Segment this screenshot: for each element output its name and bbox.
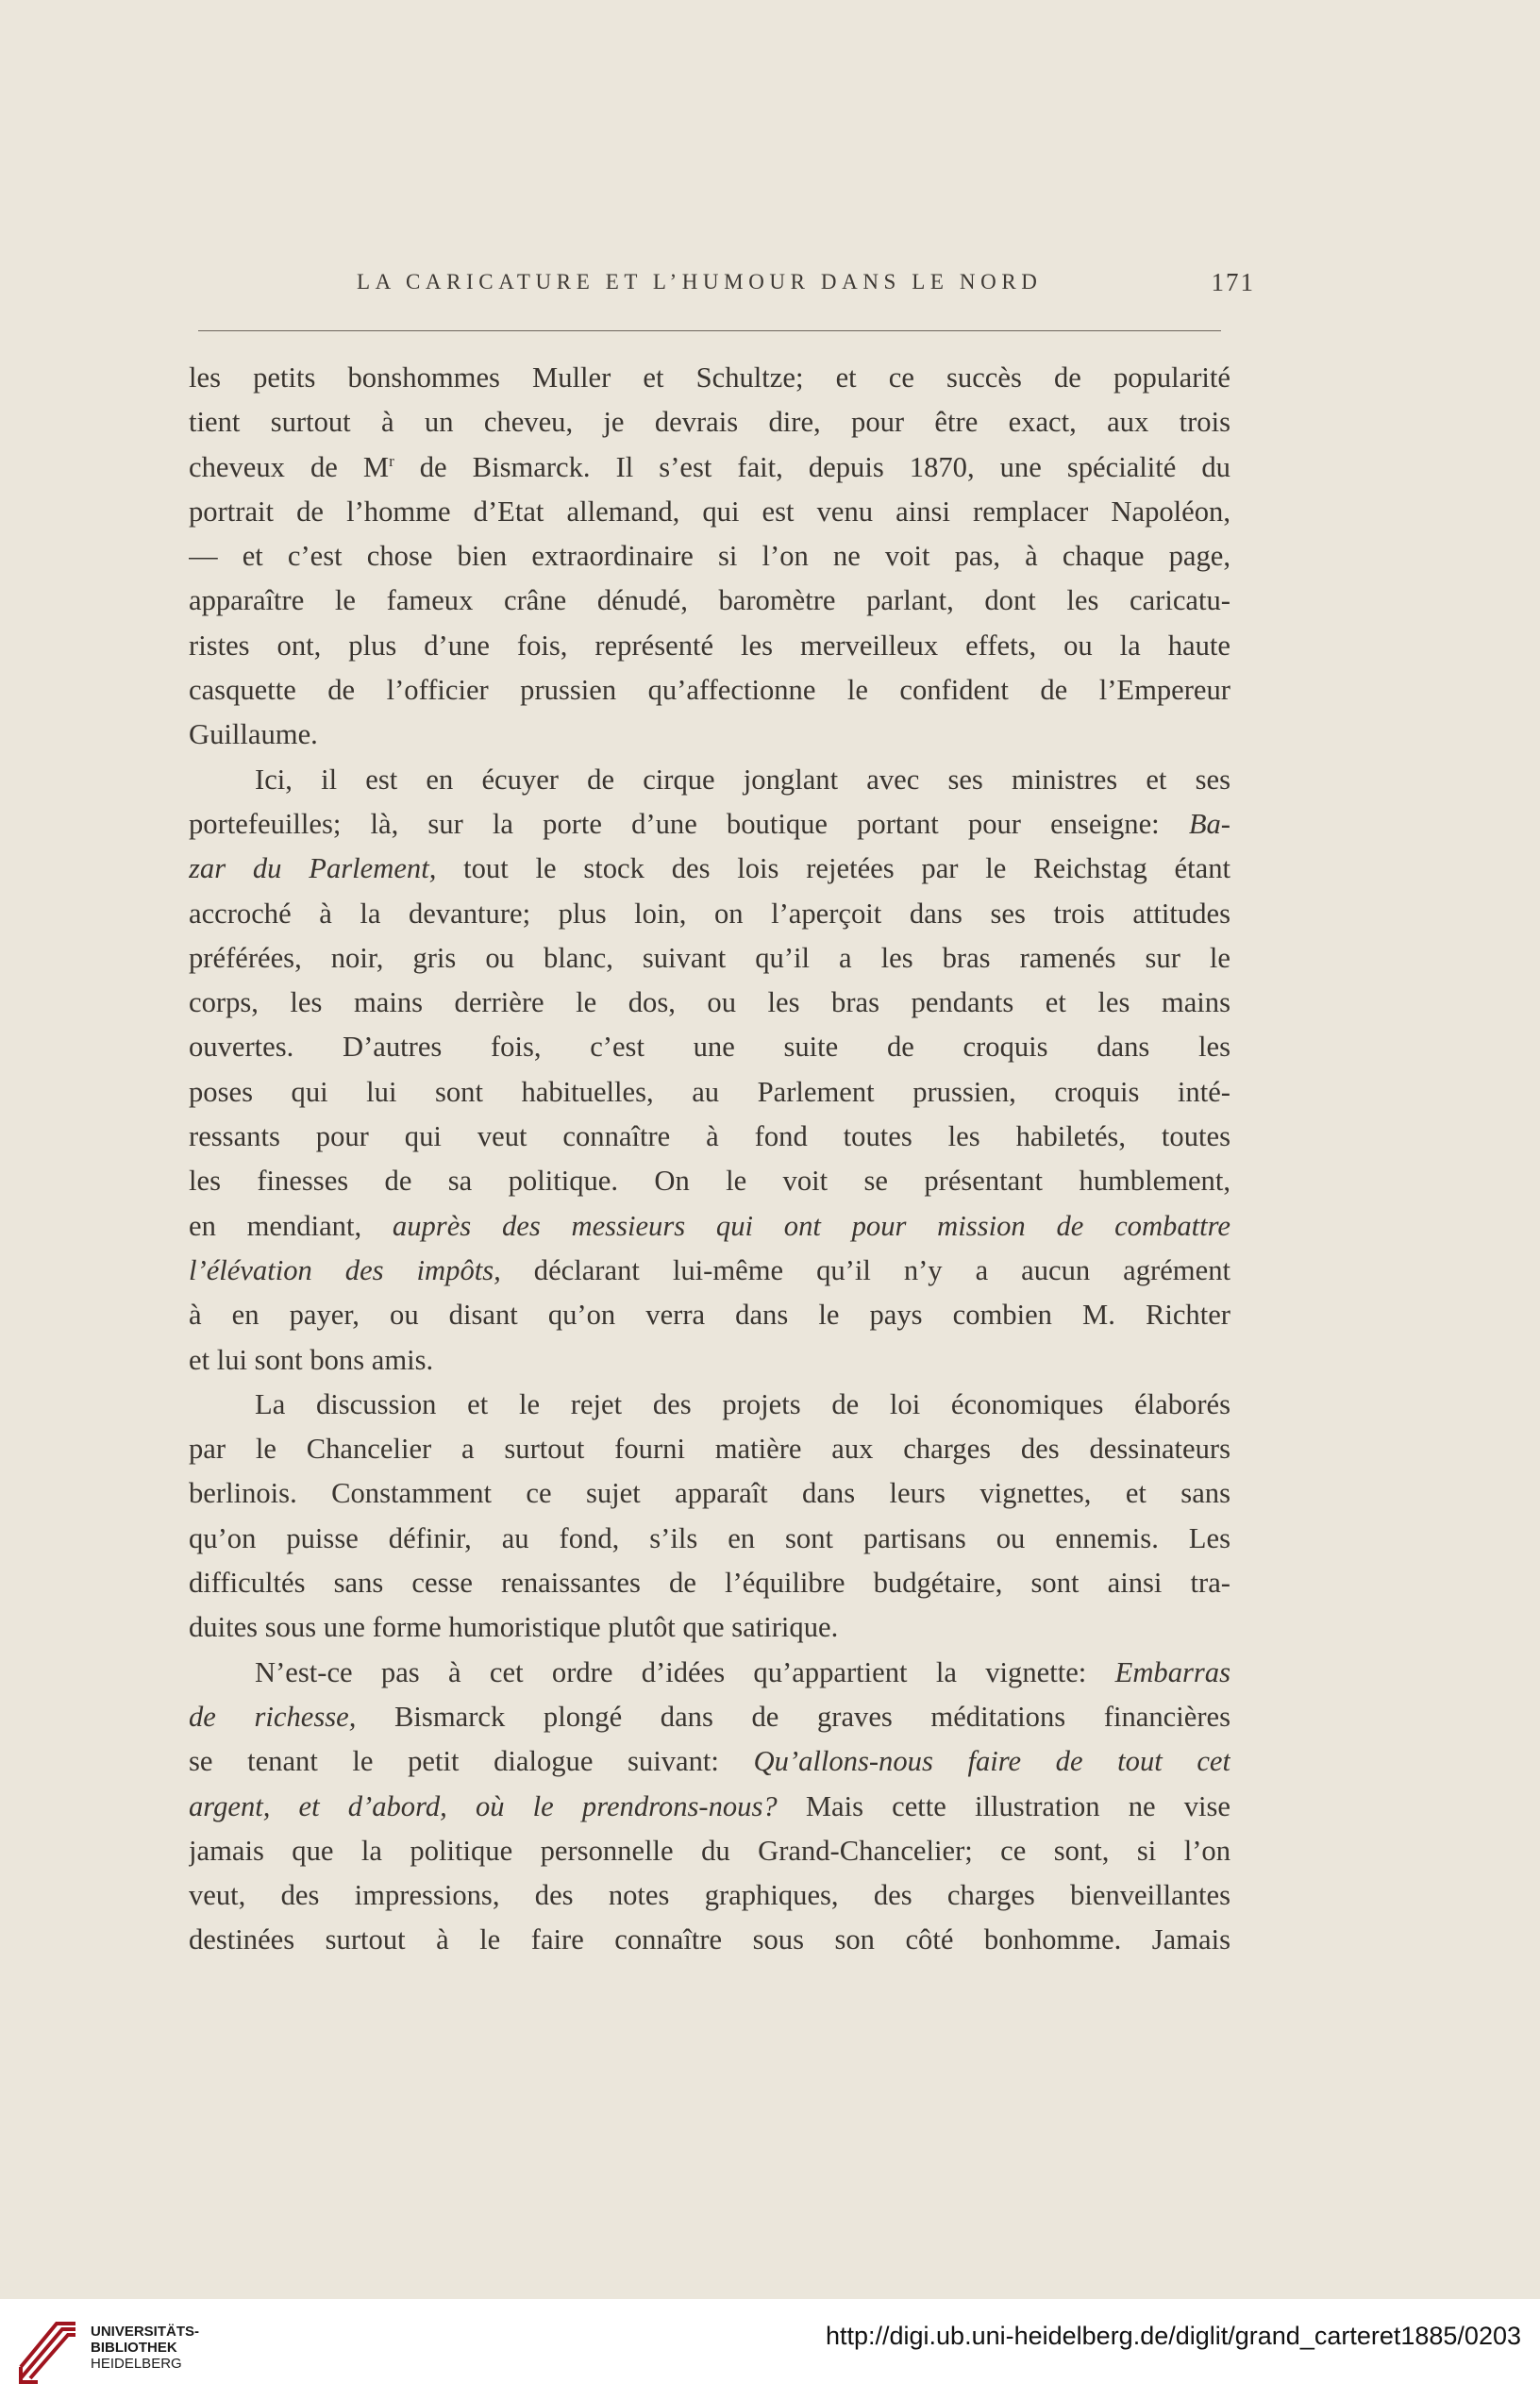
text-line: veut, des impressions, des notes graphiques, des charges bienveillantes bbox=[189, 1879, 1230, 1912]
text-line: berlinois. Constamment ce sujet apparaît dans leurs vignettes, et sans bbox=[189, 1477, 1230, 1510]
text-line: argent, et d’abord, où le prendrons-nous? Mais cette illustration ne vise bbox=[189, 1789, 1230, 1822]
source-url[interactable]: http://digi.ub.uni-heidelberg.de/diglit/grand_carteret1885/0203 bbox=[825, 2322, 1521, 2350]
text-line: qu’on puisse définir, au fond, s’ils en sont partisans ou ennemis. Les bbox=[189, 1521, 1230, 1554]
text-line: en mendiant, auprès des messieurs qui ont pour mission de combattre bbox=[189, 1209, 1230, 1242]
text-line: par le Chancelier a surtout fourni matière aux charges des dessinateurs bbox=[189, 1433, 1230, 1466]
footer-bar bbox=[0, 2299, 1540, 2400]
library-logo-icon bbox=[13, 2310, 81, 2386]
text-line: destinées surtout à le faire connaître sous son côté bonhomme. Jamais bbox=[189, 1923, 1230, 1956]
text-line: ouvertes. D’autres fois, c’est une suite de croquis dans les bbox=[189, 1031, 1230, 1064]
text-line: portrait de l’homme d’Etat allemand, qui est venu ainsi remplacer Napoléon, bbox=[189, 495, 1230, 528]
text-line: difficultés sans cesse renaissantes de l’équilibre budgétaire, sont ainsi tra- bbox=[189, 1567, 1230, 1600]
text-line: jamais que la politique personnelle du Grand-Chancelier; ce sont, si l’on bbox=[189, 1834, 1230, 1867]
text-line: poses qui lui sont habituelles, au Parlement prussien, croquis inté- bbox=[189, 1075, 1230, 1108]
text-line: tient surtout à un cheveu, je devrais dire, pour être exact, aux trois bbox=[189, 406, 1230, 439]
body-text bbox=[189, 356, 1230, 1963]
text-line: N’est-ce pas à cet ordre d’idées qu’appartient la vignette: Embarras bbox=[255, 1655, 1230, 1688]
text-line: cheveux de $M^r$ de Bismarck. Il s’est fait, depuis 1870, une spécialité du bbox=[189, 450, 1230, 483]
text-line: accroché à la devanture; plus loin, on l’aperçoit dans ses trois attitudes bbox=[189, 897, 1230, 930]
text-line: ressants pour qui veut connaître à fond toutes les habiletés, toutes bbox=[189, 1120, 1230, 1153]
running-title: LA CARICATURE ET L’HUMOUR DANS LE NORD bbox=[357, 270, 1043, 294]
text-line: à en payer, ou disant qu’on verra dans le pays combien M. Richter bbox=[189, 1299, 1230, 1332]
page-number: 171 bbox=[1211, 268, 1255, 296]
text-line: La discussion et le rejet des projets de loi économiques élaborés bbox=[255, 1387, 1230, 1420]
text-line: les petits bonshommes Muller et Schultze; et ce succès de popularité bbox=[189, 361, 1230, 394]
text-line: de richesse, Bismarck plongé dans de graves méditations financières bbox=[189, 1700, 1230, 1733]
text-line: zar du Parlement, tout le stock des lois rejetées par le Reichstag étant bbox=[189, 852, 1230, 885]
text-line: Ici, il est en écuyer de cirque jonglant avec ses ministres et ses bbox=[255, 763, 1230, 796]
running-header bbox=[198, 270, 1255, 308]
library-name: UNIVERSITÄTS- BIBLIOTHEK HEIDELBERG bbox=[91, 2324, 200, 2372]
text-line: ristes ont, plus d’une fois, représenté les merveilleux effets, ou la haute bbox=[189, 629, 1230, 662]
text-line: — et c’est chose bien extraordinaire si l’on ne voit pas, à chaque page, bbox=[189, 540, 1230, 573]
text-line: préférées, noir, gris ou blanc, suivant qu’il a les bras ramenés sur le bbox=[189, 941, 1230, 974]
text-line: portefeuilles; là, sur la porte d’une boutique portant pour enseigne: Ba- bbox=[189, 807, 1230, 840]
header-rule bbox=[198, 330, 1221, 331]
text-line: Guillaume. bbox=[189, 718, 318, 751]
text-line: les finesses de sa politique. On le voit se présentant humblement, bbox=[189, 1165, 1230, 1198]
text-line: se tenant le petit dialogue suivant: Qu’allons-nous faire de tout cet bbox=[189, 1745, 1230, 1778]
text-line: corps, les mains derrière le dos, ou les bras pendants et les mains bbox=[189, 986, 1230, 1019]
text-line: duites sous une forme humoristique plutôt que satirique. bbox=[189, 1611, 839, 1644]
text-line: l’élévation des impôts, déclarant lui-même qu’il n’y a aucun agrément bbox=[189, 1253, 1230, 1286]
text-line: et lui sont bons amis. bbox=[189, 1343, 434, 1376]
text-line: casquette de l’officier prussien qu’affectionne le confident de l’Empereur bbox=[189, 674, 1230, 707]
text-line: apparaître le fameux crâne dénudé, baromètre parlant, dont les caricatu- bbox=[189, 584, 1230, 617]
